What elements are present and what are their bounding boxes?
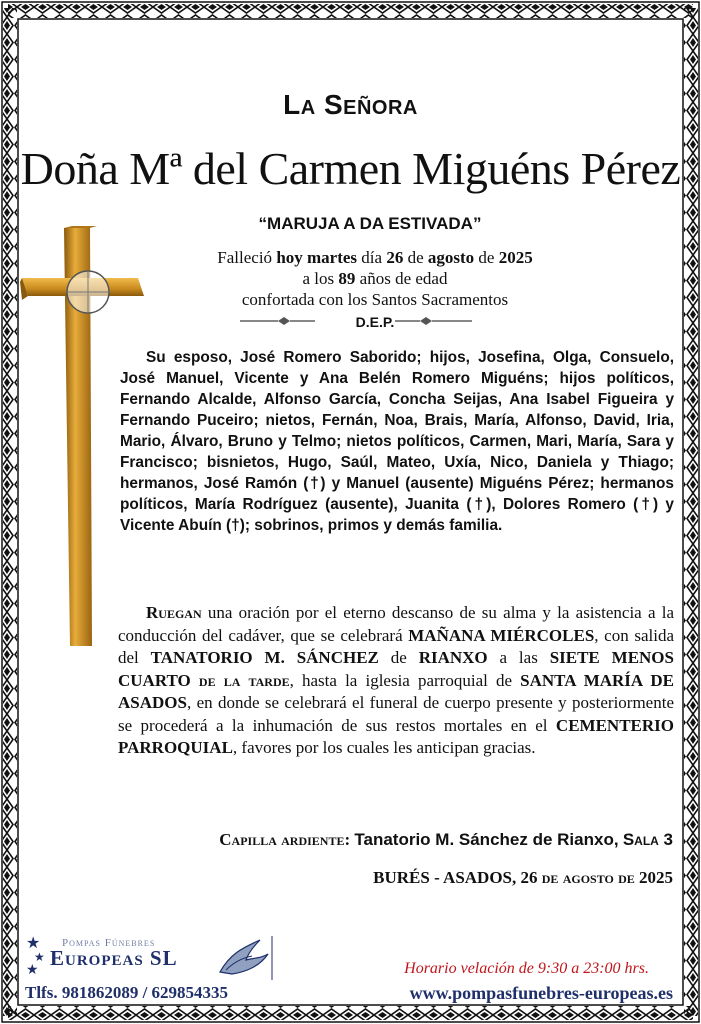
death-line-1: Falleció hoy martes día 26 de agosto de 2025 — [217, 248, 533, 267]
logo-subtitle: Pompas Fúnebres — [62, 937, 156, 949]
death-line-3: confortada con los Santos Sacramentos — [241, 290, 509, 309]
place-date: BURÉS - ASADOS, 26 de agosto de 2025 — [373, 868, 673, 887]
deceased-name: Doña Mª del Carmen Miguéns Pérez — [20, 143, 681, 194]
chapel-room: Sala 3 — [622, 830, 673, 849]
website-link[interactable]: www.pompasfunebres-europeas.es — [409, 983, 673, 1003]
svg-text:★: ★ — [26, 962, 39, 978]
nickname: “MARUJA A DA ESTIVADA” — [258, 214, 482, 233]
svg-text:★: ★ — [26, 934, 41, 952]
dove-logo-icon — [212, 934, 274, 982]
death-info — [140, 247, 610, 310]
chapel-label: Capilla ardiente: — [219, 830, 351, 849]
svg-text:★: ★ — [34, 950, 45, 964]
viewing-hours: Horario velación de 9:30 a 23:00 hrs. — [404, 960, 649, 977]
dep-label: D.E.P. — [355, 314, 395, 330]
ceremony-paragraph: Ruegan una oración por el eterno descanso de su alma y la asistencia a la conducción del cadáver, que se celebrará MAÑANA MIÉRCOLES, con salida del TANATORIO M. SÁNCHEZ de RIANXO a las SIETE MENOS CUARTO de la tarde, hasta la iglesia parroquial de SANTA MARÍA DE ASADOS, en donde se celebrará el funeral de cuerpo presente y posteriormente se procederá a la inhumación de sus restos mortales en el CEMENTERIO PARROQUIAL, favores por los cuales les anticipan gracias. — [118, 603, 674, 757]
phone-numbers: Tlfs. 981862089 / 629854335 — [25, 983, 229, 1002]
family-paragraph: Su esposo, José Romero Saborido; hijos, Josefina, Olga, Consuelo, José Manuel, Vicente y Ana Belén Romero Miguéns; hijos políticos, Fernando Alcalde, Alfonso García, Concha Seijas, Ana Isabel Figueira y Fernando Puceiro; nietos, Fernán, Noa, Brais, María, Alfonso, David, Iria, Mario, Álvaro, Bruno y Telmo; nietos políticos, Carmen, Mari, María, Sara y Francisco; bisnietos, Hugo, Saúl, Mateo, Uxía, Nico, Daniela y Thiago; hermanos, José Ramón (†) y Manuel (ausente) Miguéns Pérez; hermanos políticos, María Rodríguez (ausente), Juanita (†), Dolores Romero (†) y Vicente Abuín (†); sobrinos, primos y demás familia. — [120, 349, 674, 534]
logo-name: Europeas SL — [50, 946, 178, 970]
title-heading: La Señora — [283, 89, 418, 120]
chapel-info — [219, 830, 673, 850]
death-line-2: a los 89 años de edad — [302, 269, 448, 288]
chapel-value: Tanatorio M. Sánchez de Rianxo, — [354, 830, 619, 849]
